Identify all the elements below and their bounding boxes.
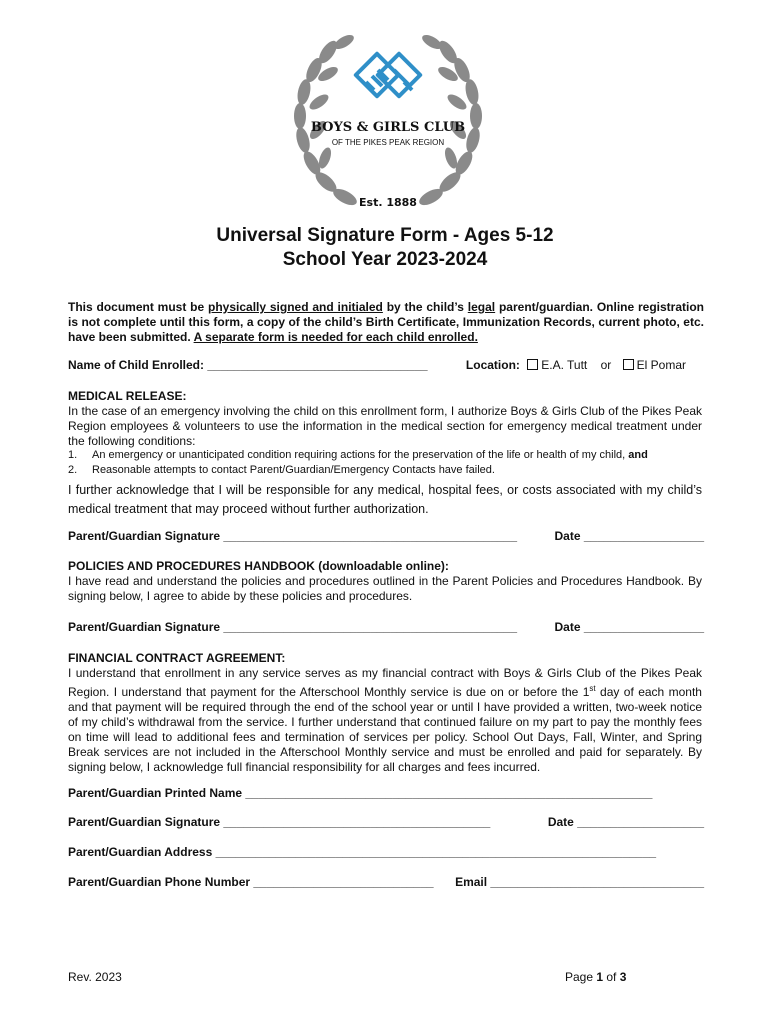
medical-release-text: In the case of an emergency involving the child on this enrollment form, I authorize Boys & Girls Club of the Pikes Peak Region employees & volunteers to use the information in the medical section for emergency medical treatment under the following conditions: — [68, 404, 702, 448]
condition-number: 1. — [68, 449, 78, 461]
location-label: Location: — [465, 358, 520, 372]
phone-field[interactable]: Parent/Guardian Phone Number ___________________________ — [68, 875, 434, 889]
intro-paragraph — [68, 300, 704, 345]
policies-text: I have read and understand the policies and procedures outlined in the Parent Policies and Procedures Handbook. By signing below, I agree to abide by these policies and procedures. — [68, 574, 702, 603]
wreath-logo-icon — [270, 12, 506, 224]
condition-text: An emergency or unanticipated condition requiring actions for the preservation of the life or health of my child, — [92, 449, 629, 461]
or-text: or — [600, 358, 612, 372]
page-of: of — [603, 970, 620, 984]
condition-emphasis: and — [628, 449, 648, 461]
condition-2 — [68, 463, 708, 477]
medical-release-heading: MEDICAL RELEASE: — [68, 389, 187, 403]
financial-signature-field[interactable]: Parent/Guardian Signature ________________________________________ — [68, 815, 491, 829]
intro-emphasis: legal — [467, 300, 496, 314]
tutt-checkbox[interactable] — [527, 359, 538, 370]
intro-emphasis: A separate form is needed for each child enrolled. — [193, 330, 478, 344]
medical-signature-field[interactable]: Parent/Guardian Signature ____________________________________________ — [68, 529, 518, 543]
medical-signature-row — [68, 529, 704, 543]
address-row — [68, 845, 704, 859]
page-current: 1 — [596, 970, 604, 984]
boys-girls-club-logo — [270, 12, 506, 224]
address-field[interactable]: Parent/Guardian Address __________________________________________________________________ — [68, 845, 657, 859]
financial-signature-row — [68, 815, 704, 829]
policies-signature-field[interactable]: Parent/Guardian Signature ____________________________________________ — [68, 620, 518, 634]
intro-emphasis: physically signed and initialed — [208, 300, 383, 314]
financial-text-a: I understand that enrollment in any service serves as my financial contract with Boys & Girls Club of the Pikes Peak Region. I understand that payment for the Afterschool Monthly service is due on or before the 1 — [68, 666, 702, 699]
policies-heading: POLICIES AND PROCEDURES HANDBOOK (downloadable online): — [68, 559, 449, 573]
phone-email-row — [68, 875, 704, 889]
el-pomar-checkbox[interactable] — [623, 359, 634, 370]
location-choice — [466, 358, 686, 372]
logo-org-line2: OF THE PIKES PEAK REGION — [331, 138, 445, 147]
intro-text: by the child’s — [382, 300, 468, 314]
policies-date-field[interactable]: Date __________________ — [554, 620, 704, 634]
location-option-el-pomar: El Pomar — [636, 358, 686, 372]
page-number — [565, 970, 626, 984]
medical-acknowledge-text: I further acknowledge that I will be responsible for any medical, hospital fees, or costs associated with my child’s medical treatment that may proceed without further authorization. — [68, 483, 702, 516]
financial-ordinal: st — [589, 684, 596, 693]
condition-1 — [68, 448, 708, 462]
financial-text-b: day of each month and that payment will be required through the end of the school year or until I have provided a written, two-week notice of my child’s withdrawal from the service. I further understand that continued failure on my part to pay the monthly fees on time will lead to additional fees and termination of services per policy. School Out Days, Fall, Winter, and Spring Break services are not included in the Afterschool Monthly service and must be enrolled and paid for separately. By signing below, I acknowledge full financial responsibility for all charges and fees incurred. — [68, 685, 702, 774]
financial-date-field[interactable]: Date ___________________ — [547, 815, 704, 829]
email-field[interactable]: Email ________________________________ — [455, 875, 704, 889]
child-location-row — [68, 358, 704, 372]
page-total: 3 — [619, 970, 627, 984]
form-title: Universal Signature Form - Ages 5-12 — [216, 225, 554, 246]
condition-text: Reasonable attempts to contact Parent/Guardian/Emergency Contacts have failed. — [92, 464, 495, 476]
printed-name-row — [68, 786, 704, 800]
intro-text: This document must be — [68, 300, 208, 314]
page-prefix: Page — [565, 970, 597, 984]
condition-number: 2. — [68, 464, 78, 476]
logo-est: Est. 1888 — [359, 196, 417, 209]
financial-heading: FINANCIAL CONTRACT AGREEMENT: — [68, 651, 286, 665]
intro-text: parent/guardian. Online registration is not complete until this form, a copy of the child’s Birth Certificate, Immunization Records, current photo, etc. have been submitted. — [68, 300, 704, 344]
policies-signature-row — [68, 620, 704, 634]
logo-org-line1: BOYS & GIRLS CLUB — [310, 120, 466, 135]
revision-label: Rev. 2023 — [68, 970, 122, 984]
financial-text — [68, 666, 702, 775]
child-name-field[interactable]: Name of Child Enrolled: _________________________________ — [68, 358, 428, 372]
location-option-tutt: E.A. Tutt — [541, 358, 588, 372]
medical-date-field[interactable]: Date __________________ — [554, 529, 704, 543]
form-subtitle: School Year 2023-2024 — [282, 249, 488, 270]
printed-name-field[interactable]: Parent/Guardian Printed Name _____________________________________________________________ — [68, 786, 653, 800]
